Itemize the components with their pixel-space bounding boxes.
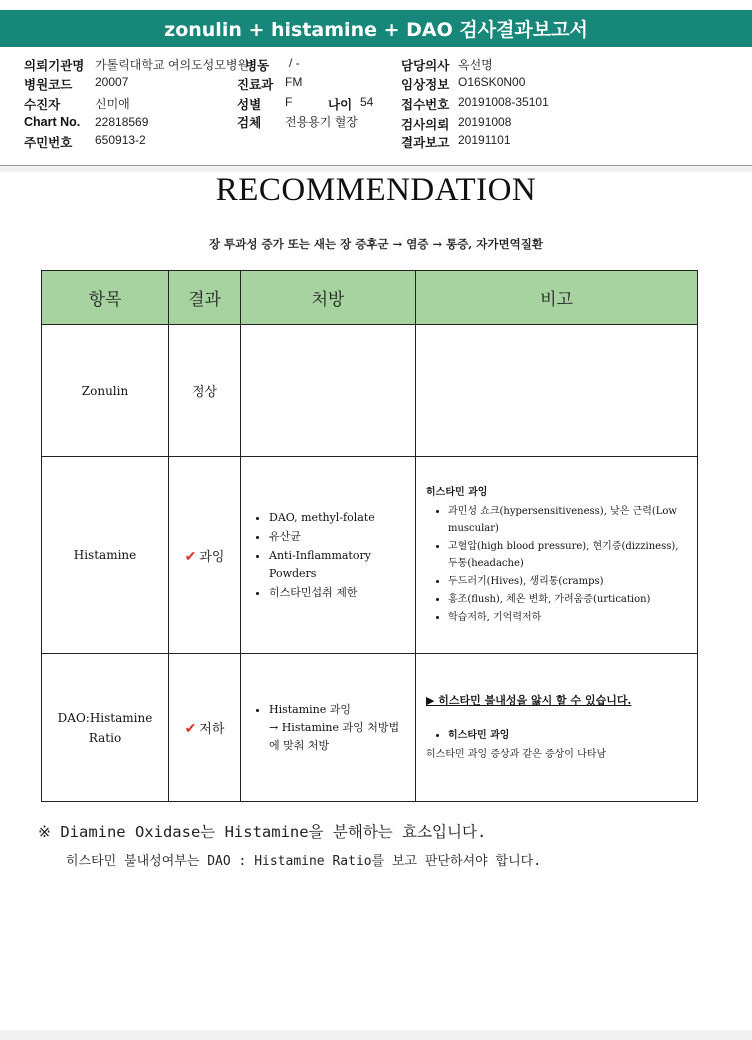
list-item: • 학습저하, 기억력저하 xyxy=(448,609,689,626)
row-result-histamine: 과잉 xyxy=(199,549,225,565)
row-prescription-dao xyxy=(241,654,416,802)
chart-no-label: Chart No. xyxy=(24,115,81,129)
list-item: • 히스타민 과잉 xyxy=(448,727,689,744)
footnote-ratio: 히스타민 불내성여부는 DAO : Histamine Ratio를 보고 판단하셔야 합니다. xyxy=(66,854,542,869)
chart-no-value: 22818569 xyxy=(95,115,149,129)
recommendation-title: RECOMMENDATION xyxy=(215,172,537,208)
recipient-value: 신미애 xyxy=(95,97,130,111)
column-header-prescription: 처방 xyxy=(241,271,416,325)
list-item: • DAO, methyl-folate xyxy=(269,509,407,527)
result-report-label: 결과보고 xyxy=(401,136,450,150)
recommendation-table xyxy=(41,270,698,802)
reception-no-value: 20191008-35101 xyxy=(458,95,549,109)
reception-no-label: 접수번호 xyxy=(401,98,450,112)
ward-label: 병동 xyxy=(245,59,270,73)
row-notes-histamine xyxy=(416,457,698,654)
age-label: 나이 xyxy=(328,98,353,112)
test-request-value: 20191008 xyxy=(458,115,512,129)
row-notes-zonulin xyxy=(416,325,698,457)
check-mark-icon: ✔ xyxy=(184,721,197,737)
institution-value: 가톨릭대학교 여의도성모병원 xyxy=(95,58,250,72)
specimen-label: 검체 xyxy=(237,116,262,130)
hospital-code-value: 20007 xyxy=(95,75,129,89)
clinical-info-value: O16SK0N00 xyxy=(458,75,526,89)
list-item: • 고혈압(high blood pressure), 현기증(dizziness), 두통(headache) xyxy=(448,538,689,572)
institution-label: 의뢰기관명 xyxy=(24,59,85,73)
result-report-value: 20191101 xyxy=(458,133,511,147)
row-item-dao-ratio: DAO:Histamine Ratio xyxy=(42,654,169,802)
doctor-value: 옥선명 xyxy=(458,58,493,72)
row-notes-dao xyxy=(416,654,698,802)
list-item: • Anti-Inflammatory Powders xyxy=(269,547,407,583)
sex-value: F xyxy=(285,95,293,109)
recommendation-subtitle: 장 투과성 증가 또는 새는 장 증후군 → 염증 → 통증, 자가면역질환 xyxy=(209,237,543,251)
row-prescription-zonulin xyxy=(241,325,416,457)
row-prescription-histamine xyxy=(241,457,416,654)
footnote-dao: ※ Diamine Oxidase는 Histamine을 분해하는 효소입니다. xyxy=(38,823,487,841)
notes-text: 히스타민 과잉 증상과 같은 증상이 나타남 xyxy=(426,749,607,760)
age-value: 54 xyxy=(360,95,374,109)
check-mark-icon: ✔ xyxy=(184,548,197,565)
prescription-list xyxy=(247,509,407,602)
row-item-histamine: Histamine xyxy=(42,457,169,654)
ward-value: / - xyxy=(289,56,300,70)
row-result-dao-cell xyxy=(169,654,241,802)
department-value: FM xyxy=(285,75,303,89)
sex-label: 성별 xyxy=(237,98,262,112)
table-row xyxy=(42,654,698,802)
notes-heading: 히스타민 과잉 xyxy=(426,486,488,498)
prescription-main: Histamine 과잉 xyxy=(269,702,352,716)
doctor-label: 담당의사 xyxy=(401,59,450,73)
notes-list xyxy=(426,503,689,626)
test-request-label: 검사의뢰 xyxy=(401,118,450,132)
prescription-sub: → Histamine 과잉 처방법에 맞춰 처방 xyxy=(269,720,400,752)
list-item: • 과민성 쇼크(hypersensitiveness), 낮은 근력(Low muscular) xyxy=(448,503,689,537)
list-item: • 두드러기(Hives), 생리통(cramps) xyxy=(448,573,689,590)
resident-no-value: 650913-2 xyxy=(95,133,146,147)
row-item-zonulin: Zonulin xyxy=(42,325,169,457)
list-item: • 홍조(flush), 체온 변화, 가려움증(urtication) xyxy=(448,591,689,608)
row-result-zonulin: 정상 xyxy=(169,325,241,457)
row-result-histamine-cell xyxy=(169,457,241,654)
patient-info-block xyxy=(0,50,752,166)
table-header-row xyxy=(42,271,698,325)
notes-list xyxy=(426,727,689,744)
notes-arrow-line: ▶ 히스타민 불내성을 앓시 할 수 있습니다. xyxy=(426,694,632,707)
resident-no-label: 주민번호 xyxy=(24,136,73,150)
clinical-info-label: 임상정보 xyxy=(401,78,450,92)
specimen-value: 전용용기 혈장 xyxy=(285,115,358,129)
column-header-item: 항목 xyxy=(42,271,169,325)
report-title-bar xyxy=(0,10,752,47)
column-header-result: 결과 xyxy=(169,271,241,325)
row-result-dao: 저하 xyxy=(199,722,225,737)
table-row xyxy=(42,457,698,654)
hospital-code-label: 병원코드 xyxy=(24,78,73,92)
list-item xyxy=(269,701,407,755)
recipient-label: 수진자 xyxy=(24,98,61,112)
table-row xyxy=(42,325,698,457)
report-title: zonulin + histamine + DAO 검사결과보고서 xyxy=(164,19,588,41)
list-item: • 히스타민섭취 제한 xyxy=(269,584,407,602)
department-label: 진료과 xyxy=(237,78,274,92)
column-header-notes: 비고 xyxy=(416,271,698,325)
bottom-band xyxy=(0,1030,752,1040)
prescription-list xyxy=(247,701,407,755)
list-item: • 유산균 xyxy=(269,528,407,546)
